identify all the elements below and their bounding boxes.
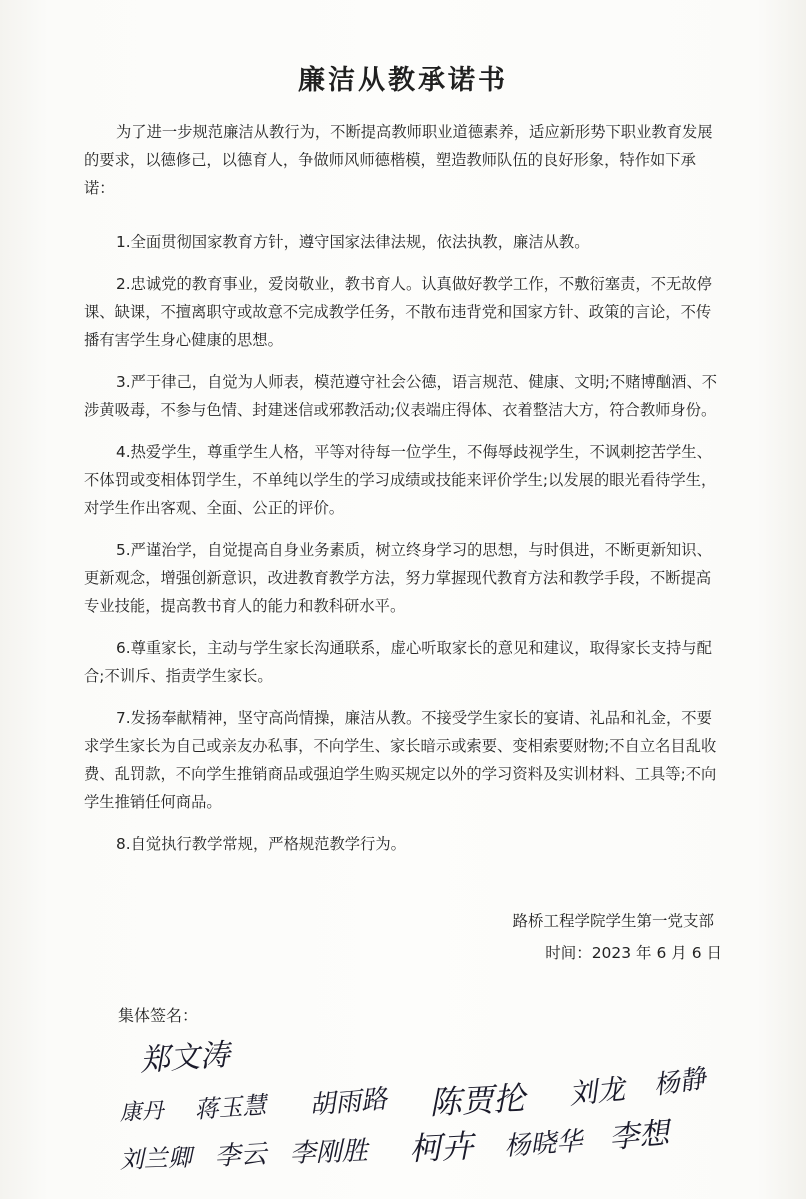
signature: 杨静 [651,1063,708,1101]
document-title: 廉洁从教承诺书 [298,65,508,96]
signature: 胡雨路 [307,1084,389,1121]
commitment-item: 3.严于律己，自觉为人师表，模范遵守社会公德，语言规范、健康、文明;不赌博酗酒、不涉黄吸毒，不参与色情、封建迷信或邪教活动;仪表端庄得体、衣着整洁大方，符合教师身份。 [84,373,718,419]
signature: 李云 [213,1139,268,1172]
commitment-item: 1.全面贯彻国家教育方针，遵守国家法律法规，依法执教，廉洁从教。 [116,233,590,251]
commitment-item: 7.发扬奉献精神，坚守高尚情操，廉洁从教。不接受学生家长的宴请、礼品和礼金，不要求学生家长为自己或亲友办私事，不向学生、家长暗示或索要、变相索要财物;不自立名目乱收费、乱罚款，不向学生推销商品或强迫学生购买规定以外的学习资料及实训材料、工具等;不向学生推销任何商品。 [84,709,717,811]
handwritten-signatures [120,1030,730,1190]
commitment-item: 4.热爱学生，尊重学生人格，平等对待每一位学生，不侮辱歧视学生，不讽刺挖苦学生、不体罚或变相体罚学生，不单纯以学生的学习成绩或技能来评价学生;以发展的眼光看待学生，对学生作出客观、全面、公正的评价。 [84,443,717,517]
organization-name: 路桥工程学院学生第一党支部 [512,912,714,930]
signature: 陈贾抡 [428,1079,527,1122]
signature: 刘兰卿 [120,1143,193,1174]
commitment-list [84,228,724,872]
signature: 蒋玉慧 [193,1091,268,1124]
commitment-item: 8.自觉执行教学常规，严格规范教学行为。 [116,835,406,853]
intro-paragraph: 为了进一步规范廉洁从教行为，不断提高教师职业道德素养，适应新形势下职业教育发展的要求，以德修己，以德育人，争做师风师德楷模，塑造教师队伍的良好形象，特作如下承诺： [84,123,713,197]
signature: 李想 [607,1115,671,1156]
commitment-item: 6.尊重家长，主动与学生家长沟通联系，虚心听取家长的意见和建议，取得家长支持与配合;不训斥、指责学生家长。 [84,639,712,685]
signature: 刘龙 [567,1072,627,1111]
commitment-item: 5.严谨治学，自觉提高自身业务素质，树立终身学习的思想，与时俱进，不断更新知识、更新观念，增强创新意识，改进教育教学方法，努力掌握现代教育方法和教学手段，不断提高专业技能，提高教书育人的能力和教科研水平。 [84,541,712,615]
commitment-item: 2.忠诚党的教育事业，爱岗敬业，教书育人。认真做好教学工作，不敷衍塞责，不无故停课、缺课，不擅离职守或故意不完成教学任务，不散布违背党和国家方针、政策的言论，不传播有害学生身心健康的思想。 [84,275,712,349]
signature: 柯卉 [408,1126,475,1168]
signature: 康丹 [120,1098,165,1126]
signature-label: 集体签名： [118,1006,199,1025]
signature: 杨晓华 [503,1126,584,1162]
signature-area [120,1030,730,1190]
signature: 李刚胜 [289,1136,369,1169]
document-date: 时间：2023 年 6 月 6 日 [545,944,722,962]
signature: 郑文涛 [138,1037,231,1079]
